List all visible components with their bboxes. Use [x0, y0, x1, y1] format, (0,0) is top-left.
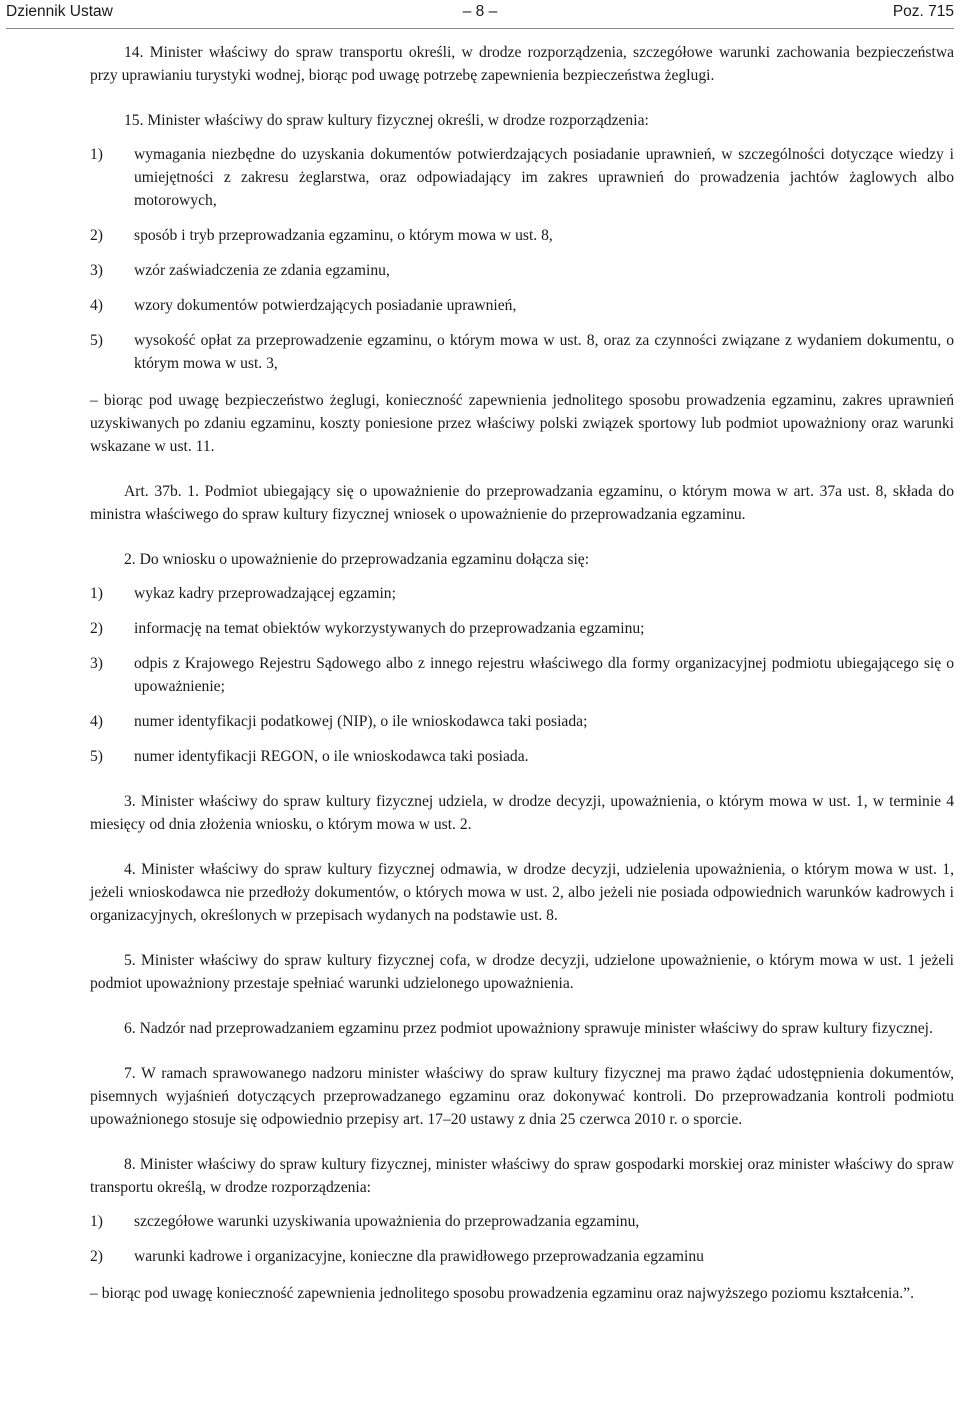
list-text: wysokość opłat za przeprowadzenie egzaminu, o którym mowa w ust. 8, oraz za czynności związane z wydaniem dokumentu, o którym mowa w ust. 3, — [134, 332, 954, 372]
list-item — [90, 1245, 954, 1268]
list-item — [90, 1210, 954, 1233]
paragraph-6: 6. Nadzór nad przeprowadzaniem egzaminu przez podmiot upoważniony sprawuje minister właściwy do spraw kultury fizycznej. — [124, 1020, 933, 1037]
list-number: 3) — [90, 262, 103, 279]
list-number: 4) — [90, 713, 103, 730]
list-number: 1) — [90, 585, 103, 602]
list-text: wykaz kadry przeprowadzającej egzamin; — [134, 585, 396, 602]
document-body — [6, 41, 954, 1305]
list-number: 1) — [90, 146, 103, 163]
paragraph-14: 14. Minister właściwy do spraw transportu określi, w drodze rozporządzenia, szczegółowe warunki zachowania bezpieczeństwa przy uprawianiu turystyki wodnej, biorąc pod uwagę potrzebę zapewnienia bezpieczeństwa żeglugi. — [90, 44, 954, 84]
list-item — [90, 582, 954, 605]
list-text: wymagania niezbędne do uzyskania dokumentów potwierdzających posiadanie uprawnień, w szczególności dotyczące wiedzy i umiejętności z zakresu żeglarstwa, oraz odpowiadający im zakres uprawnień do prowadzenia jachtów żaglowych albo motorowych, — [134, 146, 954, 209]
page-header — [6, 0, 954, 29]
list-number: 4) — [90, 297, 103, 314]
list-text: informację na temat obiektów wykorzystywanych do przeprowadzania egzaminu; — [134, 620, 645, 637]
list-number: 1) — [90, 1213, 103, 1230]
list-item — [90, 143, 954, 212]
list-item — [90, 652, 954, 698]
list-8 — [90, 1210, 954, 1268]
paragraph-8: 8. Minister właściwy do spraw kultury fizycznej, minister właściwy do spraw gospodarki morskiej oraz minister właściwy do spraw transportu określą, w drodze rozporządzenia: — [90, 1156, 954, 1196]
article-37b-paragraph-2: 2. Do wniosku o upoważnienie do przeprowadzania egzaminu dołącza się: — [124, 551, 590, 568]
list-text: odpis z Krajowego Rejestru Sądowego albo z innego rejestru właściwego dla formy organizacyjnej podmiotu ubiegającego się o upoważnienie; — [134, 655, 954, 695]
list-text: sposób i tryb przeprowadzania egzaminu, o którym mowa w ust. 8, — [134, 227, 553, 244]
paragraph-4: 4. Minister właściwy do spraw kultury fizycznej odmawia, w drodze decyzji, udzielenia upoważnienia, o którym mowa w ust. 1, jeżeli wnioskodawca nie przedłoży dokumentów, o których mowa w ust. 2, albo jeżeli nie posiada odpowiednich warunków kadrowych i organizacyjnych, określonych w przepisach wydanych na podstawie ust. 8. — [90, 861, 954, 924]
page-number: – 8 – — [462, 3, 498, 20]
list-text: wzory dokumentów potwierdzających posiadanie uprawnień, — [134, 297, 517, 314]
list-number: 3) — [90, 655, 103, 672]
journal-title: Dziennik Ustaw — [6, 3, 113, 20]
list-item — [90, 617, 954, 640]
paragraph-5: 5. Minister właściwy do spraw kultury fizycznej cofa, w drodze decyzji, udzielone upoważnienie, o którym mowa w ust. 1 jeżeli podmiot upoważniony przestaje spełniać warunki udzielonego upoważnienia. — [90, 952, 954, 992]
dash-paragraph-15: – biorąc pod uwagę bezpieczeństwo żeglugi, konieczność zapewnienia jednolitego sposobu prowadzenia egzaminu, zakres uprawnień uzyskiwanych po zdaniu egzaminu, koszty poniesione przez właściwy polski związek sportowy lub podmiot upoważniony oraz warunki wskazane w ust. 11. — [90, 392, 954, 455]
article-37b-paragraph-1: Art. 37b. 1. Podmiot ubiegający się o upoważnienie do przeprowadzania egzaminu, o którym mowa w art. 37a ust. 8, składa do ministra właściwego do spraw kultury fizycznej wniosek o upoważnienie do przeprowadzania egzaminu. — [90, 483, 954, 523]
paragraph-15: 15. Minister właściwy do spraw kultury fizycznej określi, w drodze rozporządzenia: — [124, 112, 649, 129]
list-text: numer identyfikacji podatkowej (NIP), o ile wnioskodawca taki posiada; — [134, 713, 588, 730]
list-number: 2) — [90, 1248, 103, 1265]
list-15 — [90, 143, 954, 375]
paragraph-7: 7. W ramach sprawowanego nadzoru minister właściwy do spraw kultury fizycznej ma prawo żądać udostępnienia dokumentów, pisemnych wyjaśnień dotyczących przeprowadzanego egzaminu oraz dokonywać kontroli. Do przeprowadzania kontroli podmiotu upoważnionego stosuje się odpowiednio przepisy art. 17–20 ustawy z dnia 25 czerwca 2010 r. o sporcie. — [90, 1065, 954, 1128]
dash-paragraph-8: – biorąc pod uwagę konieczność zapewnienia jednolitego sposobu prowadzenia egzaminu oraz najwyższego poziomu kształcenia.”. — [90, 1285, 914, 1302]
list-text: warunki kadrowe i organizacyjne, konieczne dla prawidłowego przeprowadzania egzaminu — [134, 1248, 704, 1265]
list-item — [90, 259, 954, 282]
position-number: Poz. 715 — [892, 3, 954, 20]
list-number: 5) — [90, 748, 103, 765]
list-number: 5) — [90, 332, 103, 349]
list-number: 2) — [90, 620, 103, 637]
list-item — [90, 224, 954, 247]
list-text: wzór zaświadczenia ze zdania egzaminu, — [134, 262, 390, 279]
paragraph-3: 3. Minister właściwy do spraw kultury fizycznej udziela, w drodze decyzji, upoważnienia, o którym mowa w ust. 1, w terminie 4 miesięcy od dnia złożenia wniosku, o którym mowa w ust. 2. — [90, 793, 954, 833]
list-item — [90, 710, 954, 733]
list-text: szczegółowe warunki uzyskiwania upoważnienia do przeprowadzania egzaminu, — [134, 1213, 640, 1230]
list-attachments — [90, 582, 954, 768]
list-item — [90, 294, 954, 317]
list-number: 2) — [90, 227, 103, 244]
list-item — [90, 745, 954, 768]
list-text: numer identyfikacji REGON, o ile wnioskodawca taki posiada. — [134, 748, 529, 765]
list-item — [90, 329, 954, 375]
